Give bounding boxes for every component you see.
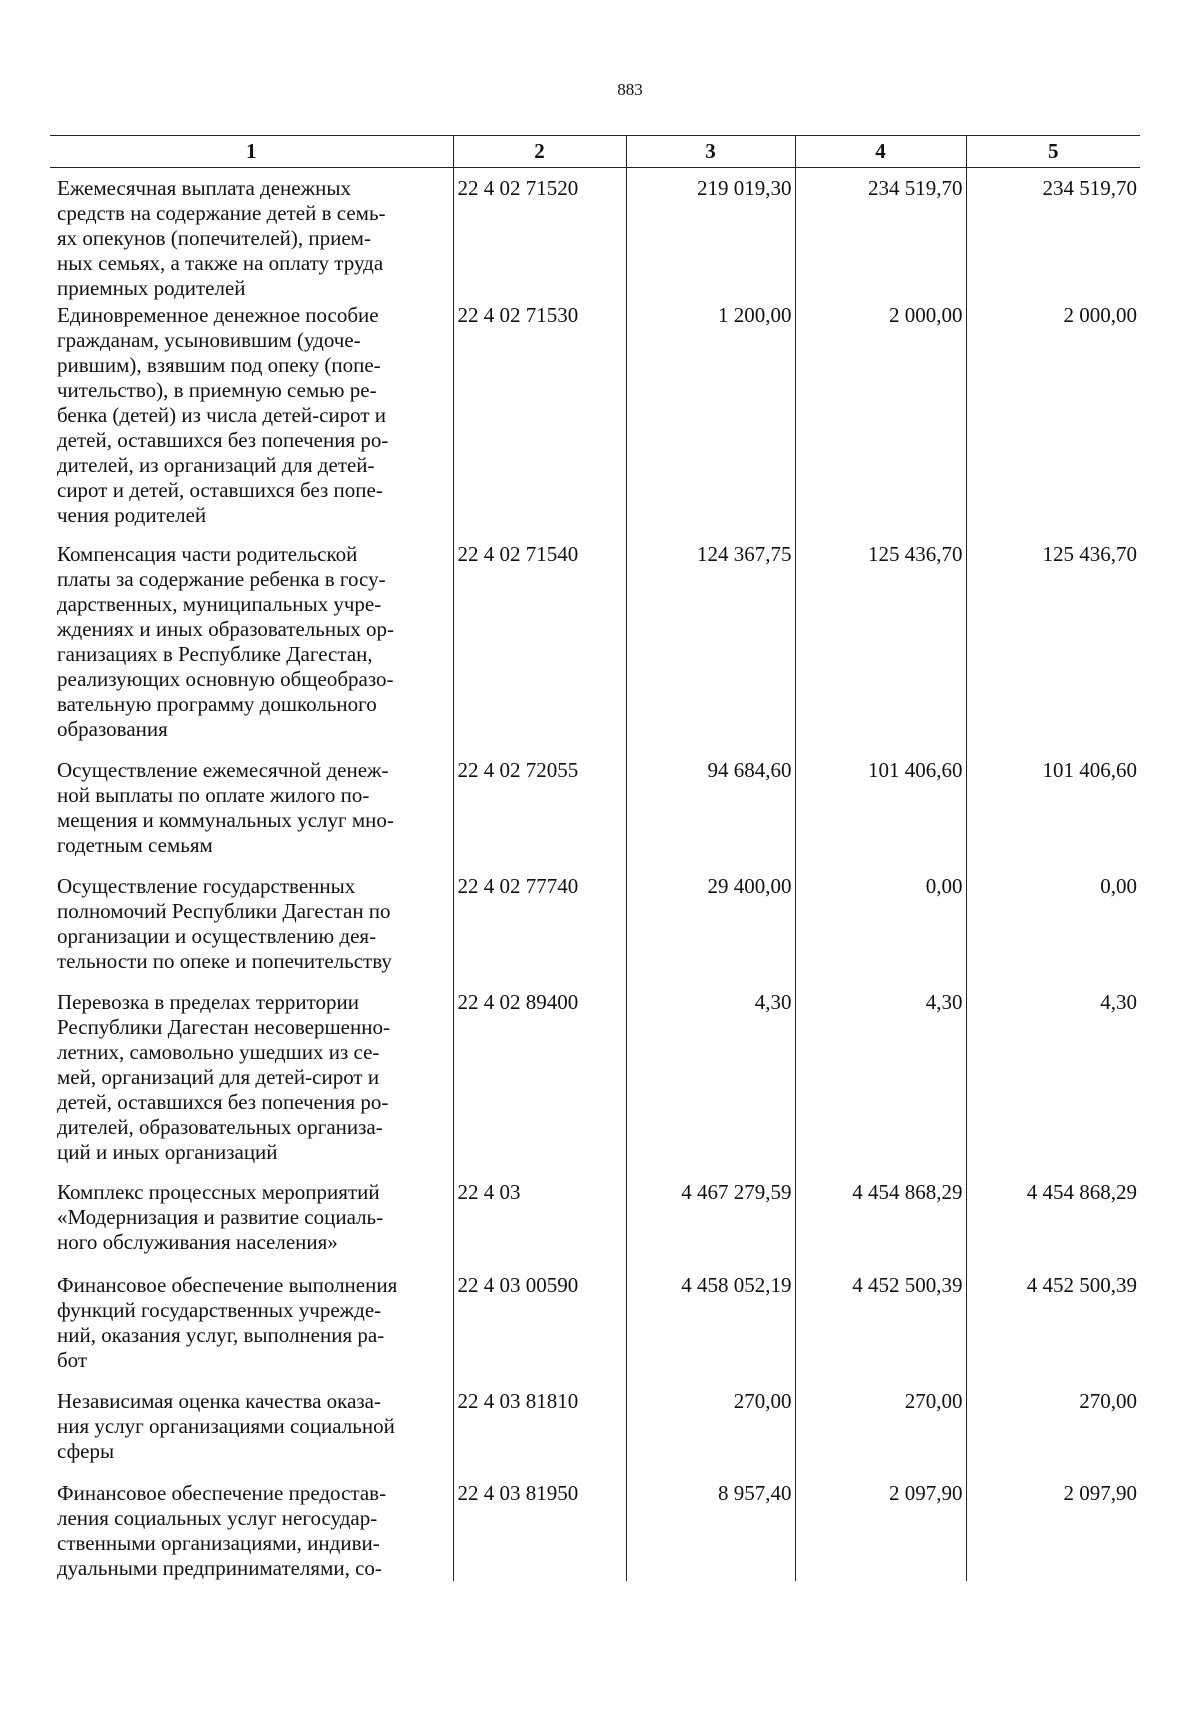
row-name: Независимая оценка качества оказа- ния услуг организациями социальной сферы <box>57 1389 395 1463</box>
row-value-col3: 8 957,40 <box>626 1481 795 1581</box>
row-value-col3: 94 684,60 <box>626 758 795 874</box>
row-name: Ежемесячная выплата денежных средств на содержание детей в семь- ях опекунов (попечителей), прием- ных семьях, а также на оплату труда приемных родителей <box>57 176 386 300</box>
row-value-col3: 4,30 <box>626 990 795 1180</box>
row-name: Перевозка в пределах территории Республики Дагестан несовершенно- летних, самовольно ушедших из се- мей, организаций для детей-сирот и детей, оставшихся без попечения ро- дителей, образовательных организа- ций и иных организаций <box>57 990 390 1164</box>
table-row <box>50 542 1140 758</box>
row-value-col5: 234 519,70 <box>966 168 1140 304</box>
row-code: 22 4 02 71530 <box>453 303 626 542</box>
row-value-col4: 2 000,00 <box>795 303 966 542</box>
row-value-col5: 101 406,60 <box>966 758 1140 874</box>
row-name: Компенсация части родительской платы за содержание ребенка в госу- дарственных, муниципальных учре- ждениях и иных образовательных ор- ганизациях в Республике Дагестан, реализующих основную общеобразо- вательную программу дошкольного образования <box>57 542 394 741</box>
row-code: 22 4 03 81810 <box>453 1389 626 1481</box>
budget-table <box>50 135 1140 1581</box>
row-value-col3: 4 467 279,59 <box>626 1180 795 1273</box>
column-header-3: 3 <box>626 136 795 168</box>
table-row <box>50 1273 1140 1389</box>
column-header-5: 5 <box>966 136 1140 168</box>
row-name: Финансовое обеспечение выполнения функций государственных учрежде- ний, оказания услуг, выполнения ра- бот <box>57 1273 398 1372</box>
page-number: 883 <box>617 80 643 99</box>
row-value-col3: 29 400,00 <box>626 874 795 990</box>
row-value-col5: 2 097,90 <box>966 1481 1140 1581</box>
row-name: Осуществление ежемесячной денеж- ной выплаты по оплате жилого по- мещения и коммунальных услуг мно- годетным семьям <box>57 758 394 857</box>
row-code: 22 4 02 89400 <box>453 990 626 1180</box>
table-row <box>50 874 1140 990</box>
row-value-col5: 4 452 500,39 <box>966 1273 1140 1389</box>
row-value-col3: 4 458 052,19 <box>626 1273 795 1389</box>
table-header-row <box>50 136 1140 168</box>
table-row <box>50 1389 1140 1481</box>
table-row <box>50 303 1140 542</box>
row-value-col4: 4 454 868,29 <box>795 1180 966 1273</box>
row-name: Финансовое обеспечение предостав- ления социальных услуг негосудар- ственными организациями, индиви- дуальными предпринимателями, со- <box>57 1481 387 1580</box>
column-header-4: 4 <box>795 136 966 168</box>
row-value-col4: 125 436,70 <box>795 542 966 758</box>
row-value-col4: 4,30 <box>795 990 966 1180</box>
table-row <box>50 1481 1140 1581</box>
row-code: 22 4 02 77740 <box>453 874 626 990</box>
row-value-col4: 101 406,60 <box>795 758 966 874</box>
row-value-col5: 4 454 868,29 <box>966 1180 1140 1273</box>
row-value-col3: 124 367,75 <box>626 542 795 758</box>
row-value-col3: 1 200,00 <box>626 303 795 542</box>
table-row <box>50 758 1140 874</box>
row-value-col4: 4 452 500,39 <box>795 1273 966 1389</box>
row-value-col4: 2 097,90 <box>795 1481 966 1581</box>
row-code: 22 4 03 00590 <box>453 1273 626 1389</box>
row-value-col5: 4,30 <box>966 990 1140 1180</box>
table-row <box>50 1180 1140 1273</box>
row-value-col5: 0,00 <box>966 874 1140 990</box>
column-header-1: 1 <box>50 136 453 168</box>
row-value-col3: 219 019,30 <box>626 168 795 304</box>
row-value-col5: 270,00 <box>966 1389 1140 1481</box>
row-name: Единовременное денежное пособие гражданам, усыновившим (удоче- рившим), взявшим под опеку (попе- чительство), в приемную семью ре- бенка (детей) из числа детей-сирот и детей, оставшихся без попечения ро- дителей, из организаций для детей- сирот и детей, оставшихся без попе- чения родителей <box>57 303 389 527</box>
table-row <box>50 990 1140 1180</box>
table-row <box>50 168 1140 304</box>
row-value-col4: 234 519,70 <box>795 168 966 304</box>
row-value-col5: 2 000,00 <box>966 303 1140 542</box>
row-code: 22 4 03 <box>453 1180 626 1273</box>
row-code: 22 4 02 71520 <box>453 168 626 304</box>
row-value-col3: 270,00 <box>626 1389 795 1481</box>
column-header-2: 2 <box>453 136 626 168</box>
row-code: 22 4 02 72055 <box>453 758 626 874</box>
row-code: 22 4 03 81950 <box>453 1481 626 1581</box>
row-name: Осуществление государственных полномочий Республики Дагестан по организации и осуществлению дея- тельности по опеке и попечительству <box>57 874 392 973</box>
row-value-col5: 125 436,70 <box>966 542 1140 758</box>
row-code: 22 4 02 71540 <box>453 542 626 758</box>
row-value-col4: 0,00 <box>795 874 966 990</box>
row-value-col4: 270,00 <box>795 1389 966 1481</box>
row-name: Комплекс процессных мероприятий «Модернизация и развитие социаль- ного обслуживания населения» <box>57 1180 384 1254</box>
